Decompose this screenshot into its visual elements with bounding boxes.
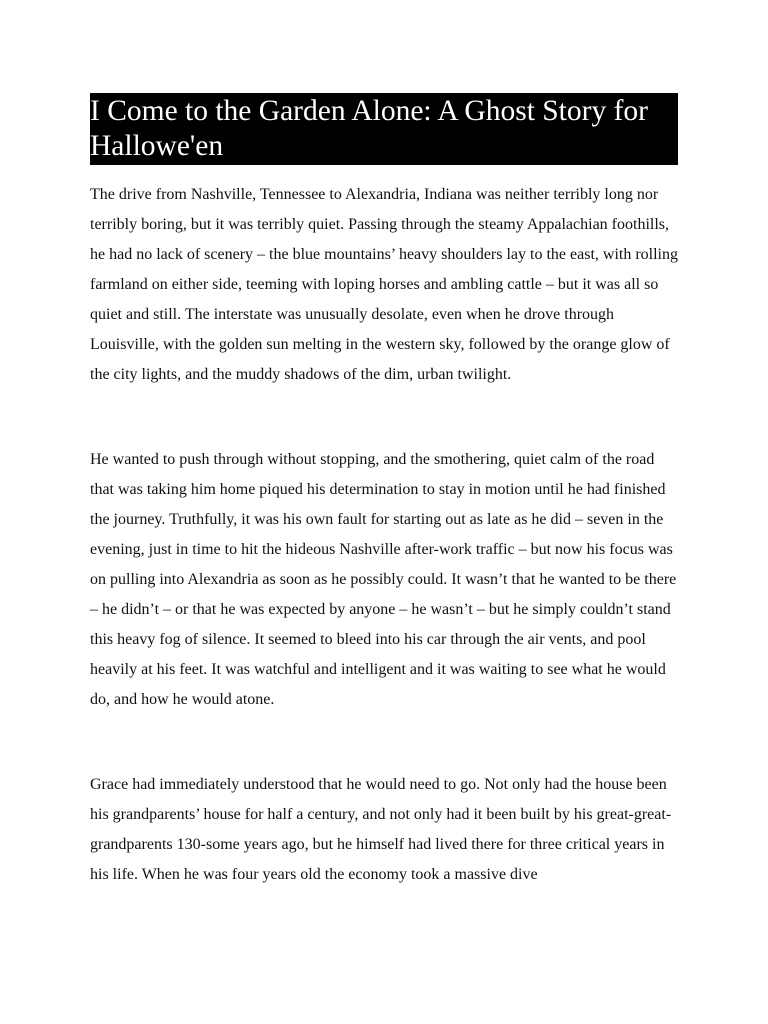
paragraph-2: He wanted to push through without stopping, and the smothering, quiet calm of the road that was taking him home piqued his determination to stay in motion until he had finished the journey. Truthfully, it was his own fault for starting out as late as he did – seven in the evening, just in time to hit the hideous Nashville after-work traffic – but now his focus was on pulling into Alexandria as soon as he possibly could. It wasn’t that he wanted to be there – he didn’t – or that he was expected by anyone – he wasn’t – but he simply couldn’t stand this heavy fog of silence. It seemed to bleed into his car through the air vents, and pool heavily at his feet. It was watchful and intelligent and it was waiting to see what he would do, and how he would atone.: [90, 451, 677, 708]
paragraph-1: The drive from Nashville, Tennessee to Alexandria, Indiana was neither terribly long nor terribly boring, but it was terribly quiet. Passing through the steamy Appalachian foothills, he had no lack of scenery – the blue mountains’ heavy shoulders lay to the east, with rolling farmland on either side, teeming with loping horses and ambling cattle – but it was all so quiet and still. The interstate was unusually desolate, even when he drove through Louisville, with the golden sun melting in the western sky, followed by the orange glow of the city lights, and the muddy shadows of the dim, urban twilight.: [90, 186, 678, 383]
paragraph-3: Grace had immediately understood that he would need to go. Not only had the house been his grandparents’ house for half a century, and not only had it been built by his great-great-grandparents 130-some years ago, but he himself had lived there for three critical years in his life. When he was four years old the economy took a massive dive: [90, 776, 672, 883]
document-title: I Come to the Garden Alone: A Ghost Story for Hallowe'en: [90, 93, 678, 165]
document-page: [90, 93, 678, 890]
